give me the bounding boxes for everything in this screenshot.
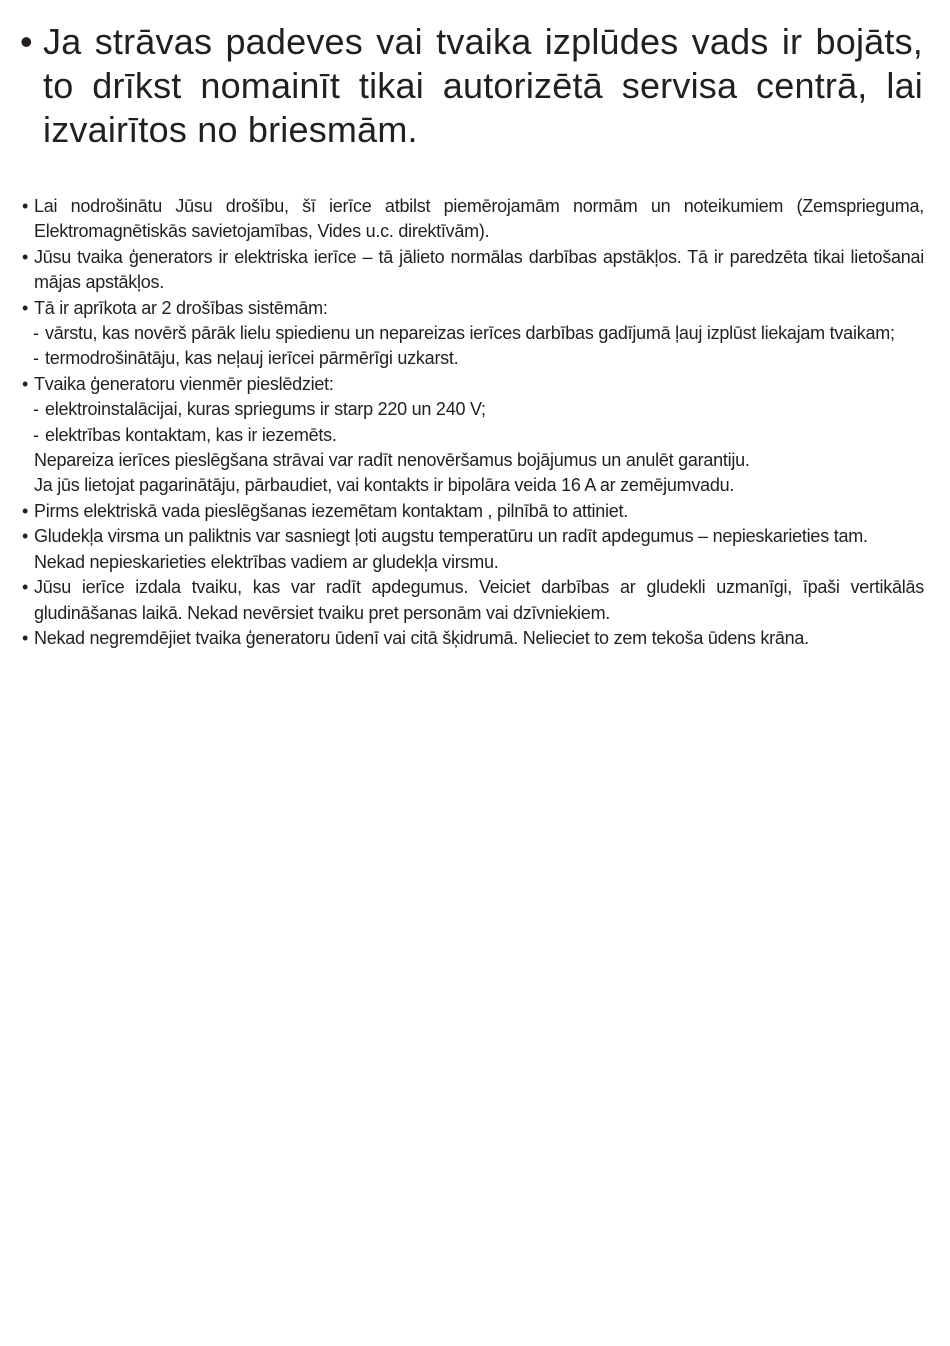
- steam-burn-text: Jūsu ierīce izdala tvaiku, kas var radīt apdegumus. Veiciet darbības ar gludekli uzmanīgi, īpaši vertikālās gludināšanas laikā. Nekad nevērsiet tvaiku pret personām vai dzīvniekiem.: [34, 577, 924, 623]
- cord-damage-warning: [20, 20, 923, 152]
- household-use-text: Jūsu tvaika ģenerators ir elektriska ierīce – tā jālieto normālas darbības apstākļos. Tā ir paredzēta tikai lietošanai mājas apstākļos.: [34, 246, 924, 293]
- bullet: •: [22, 526, 29, 547]
- unwind-cord-text: Pirms elektriskā vada pieslēgšanas iezemētam kontaktam , pilnībā to attiniet.: [34, 500, 629, 521]
- list-item: [22, 194, 924, 245]
- extension-lead-note: Ja jūs lietojat pagarinātāju, pārbaudiet, vai kontakts ir bipolāra veida 16 A ar zemējumvadu.: [34, 475, 735, 496]
- bullet: •: [22, 577, 29, 598]
- safety-notes-list: [22, 194, 924, 651]
- safety-standards-text: Lai nodrošinātu Jūsu drošību, šī ierīce atbilst piemērojamām normām un noteikumiem (Zemsprieguma, Elektromagnētiskās savietojamības, Vides u.c. direktīvām).: [34, 196, 924, 242]
- sub-list-item: [22, 423, 924, 448]
- cord-contact-note: Nekad nepieskarieties elektrības vadiem ar gludekļa virsmu.: [34, 551, 499, 572]
- bullet: •: [22, 246, 29, 267]
- list-item: [22, 626, 924, 651]
- bullet: •: [22, 196, 29, 216]
- list-item: [22, 575, 924, 626]
- list-item: [22, 524, 924, 549]
- no-immersion-text: Nekad negremdējiet tvaika ģeneratoru ūdenī vai citā šķidrumā. Nelieciet to zem tekoša ūdens krāna.: [34, 627, 809, 648]
- bullet: •: [22, 500, 29, 521]
- sub-list-item: [22, 321, 924, 346]
- dash: -: [33, 348, 39, 369]
- earthed-socket-text: elektrības kontaktam, kas ir iezemēts.: [45, 424, 337, 445]
- sub-list-item: [22, 397, 924, 422]
- list-item: [22, 372, 924, 397]
- cord-damage-warning-text: Ja strāvas padeves vai tvaika izplūdes vads ir bojāts, to drīkst nomainīt tikai autorizētā servisa centrā, lai izvairītos no briesmām.: [43, 21, 923, 150]
- safety-systems-text: Tā ir aprīkota ar 2 drošības sistēmām:: [34, 297, 328, 318]
- dash: -: [33, 323, 39, 344]
- bullet: •: [22, 627, 29, 648]
- list-item: [22, 296, 924, 321]
- dash: -: [33, 424, 39, 445]
- bullet: •: [22, 297, 29, 318]
- dash: -: [33, 399, 39, 420]
- valve-text: vārstu, kas novērš pārāk lielu spiedienu un nepareizas ierīces darbības gadījumā ļauj izplūst liekajam tvaikam;: [45, 323, 895, 344]
- connection-text: Tvaika ģeneratoru vienmēr pieslēdziet:: [34, 373, 334, 394]
- thermal-fuse-text: termodrošinātāju, kas neļauj ierīcei pārmērīgi uzkarst.: [45, 348, 459, 369]
- voltage-text: elektroinstalācijai, kuras spriegums ir starp 220 un 240 V;: [45, 399, 486, 420]
- list-item: [22, 245, 924, 296]
- bullet: •: [20, 21, 33, 62]
- list-item: [22, 499, 924, 524]
- sub-list-item: [22, 346, 924, 371]
- hot-soleplate-text: Gludekļa virsma un paliktnis var sasniegt ļoti augstu temperatūru un radīt apdegumus – nepieskarieties tam.: [34, 526, 868, 547]
- guarantee-note: Nepareiza ierīces pieslēgšana strāvai var radīt nenovēršamus bojājumus un anulēt garantiju.: [34, 450, 750, 471]
- bullet: •: [22, 373, 29, 394]
